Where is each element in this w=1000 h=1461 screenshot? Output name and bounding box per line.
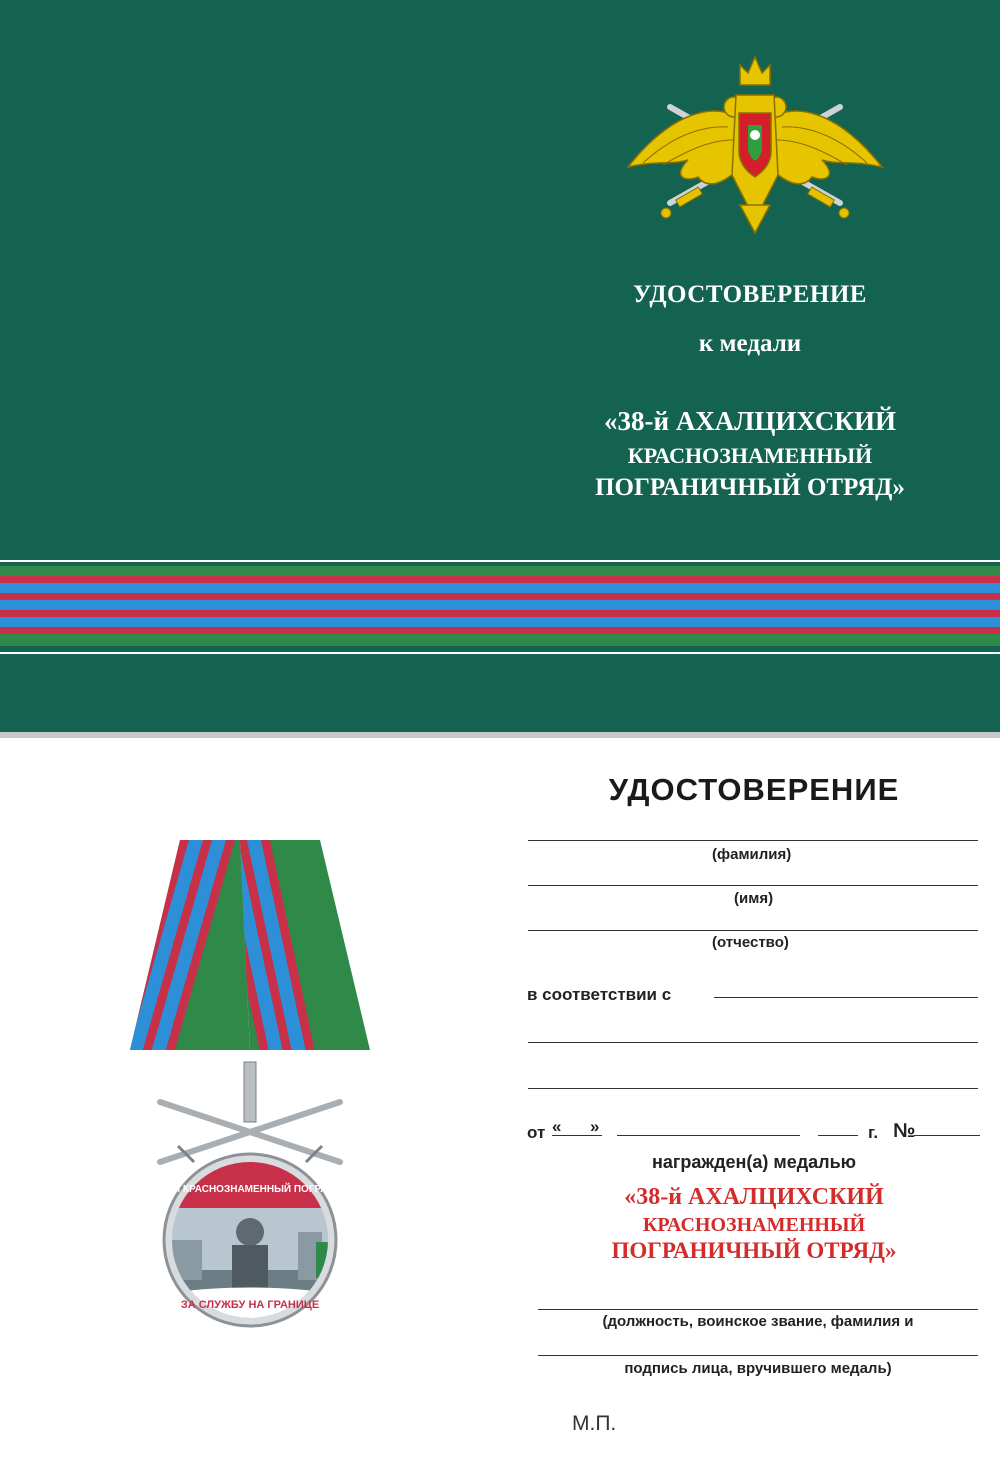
medal-image: [89, 840, 411, 1370]
year-label: г.: [868, 1123, 879, 1142]
name-line[interactable]: [528, 885, 978, 886]
medal-name-line-1: «38-й АХАЛЦИХСКИЙ: [624, 1184, 884, 1210]
signature-line[interactable]: [538, 1355, 978, 1356]
awarded-label: награжден(а) медалью: [651, 1152, 857, 1172]
position-line[interactable]: [538, 1309, 978, 1310]
quote-open: «: [552, 1117, 562, 1136]
surname-line[interactable]: [528, 840, 978, 841]
accordance-line-2[interactable]: [528, 1042, 978, 1043]
page-fold-divider: [0, 732, 1000, 738]
signature-caption: подпись лица, вручившего медаль): [624, 1360, 892, 1377]
position-caption: (должность, воинское звание, фамилия и: [602, 1313, 914, 1330]
medal-name-line-2: КРАСНОЗНАМЕННЫЙ: [642, 1214, 866, 1236]
year-line[interactable]: [818, 1135, 858, 1136]
cover-subtitle: к медали: [698, 330, 802, 357]
cover-title: УДОСТОВЕРЕНИЕ: [633, 281, 867, 308]
quote-close: »: [590, 1117, 600, 1136]
medal-ring-top-text: 38 АХАЛЦИХСКИЙ КРАСНОЗНАМЕННЫЙ ПОГРАНИЧНЫЙ ОТРЯД: [89, 1184, 411, 1195]
surname-caption: (фамилия): [712, 846, 792, 863]
number-line[interactable]: [914, 1135, 980, 1136]
month-line[interactable]: [617, 1135, 800, 1136]
accordance-label: в соответствии с: [527, 985, 672, 1004]
number-label: №: [893, 1120, 916, 1142]
medal-name-line-3: ПОГРАНИЧНЫЙ ОТРЯД»: [611, 1238, 897, 1263]
medal-ring-bottom-text: ЗА СЛУЖБУ НА ГРАНИЦЕ: [180, 1299, 320, 1311]
name-caption: (имя): [734, 890, 774, 907]
cover-medal-name-line-3: ПОГРАНИЧНЫЙ ОТРЯД»: [595, 474, 905, 501]
cover-medal-name-line-1: «38-й АХАЛЦИХСКИЙ: [604, 406, 896, 436]
patronymic-caption: (отчество): [712, 934, 789, 951]
accordance-line[interactable]: [714, 997, 978, 998]
border-guard-eagle-emblem-icon: [628, 55, 882, 235]
cover-medal-name-line-2: КРАСНОЗНАМЕННЫЙ: [627, 443, 873, 468]
patronymic-line[interactable]: [528, 930, 978, 931]
form-title: УДОСТОВЕРЕНИЕ: [608, 772, 900, 807]
stamp-place-label: М.П.: [572, 1412, 617, 1435]
from-label: от: [527, 1123, 546, 1142]
accordance-line-3[interactable]: [528, 1088, 978, 1089]
ribbon-stripes-band: [0, 560, 1000, 658]
